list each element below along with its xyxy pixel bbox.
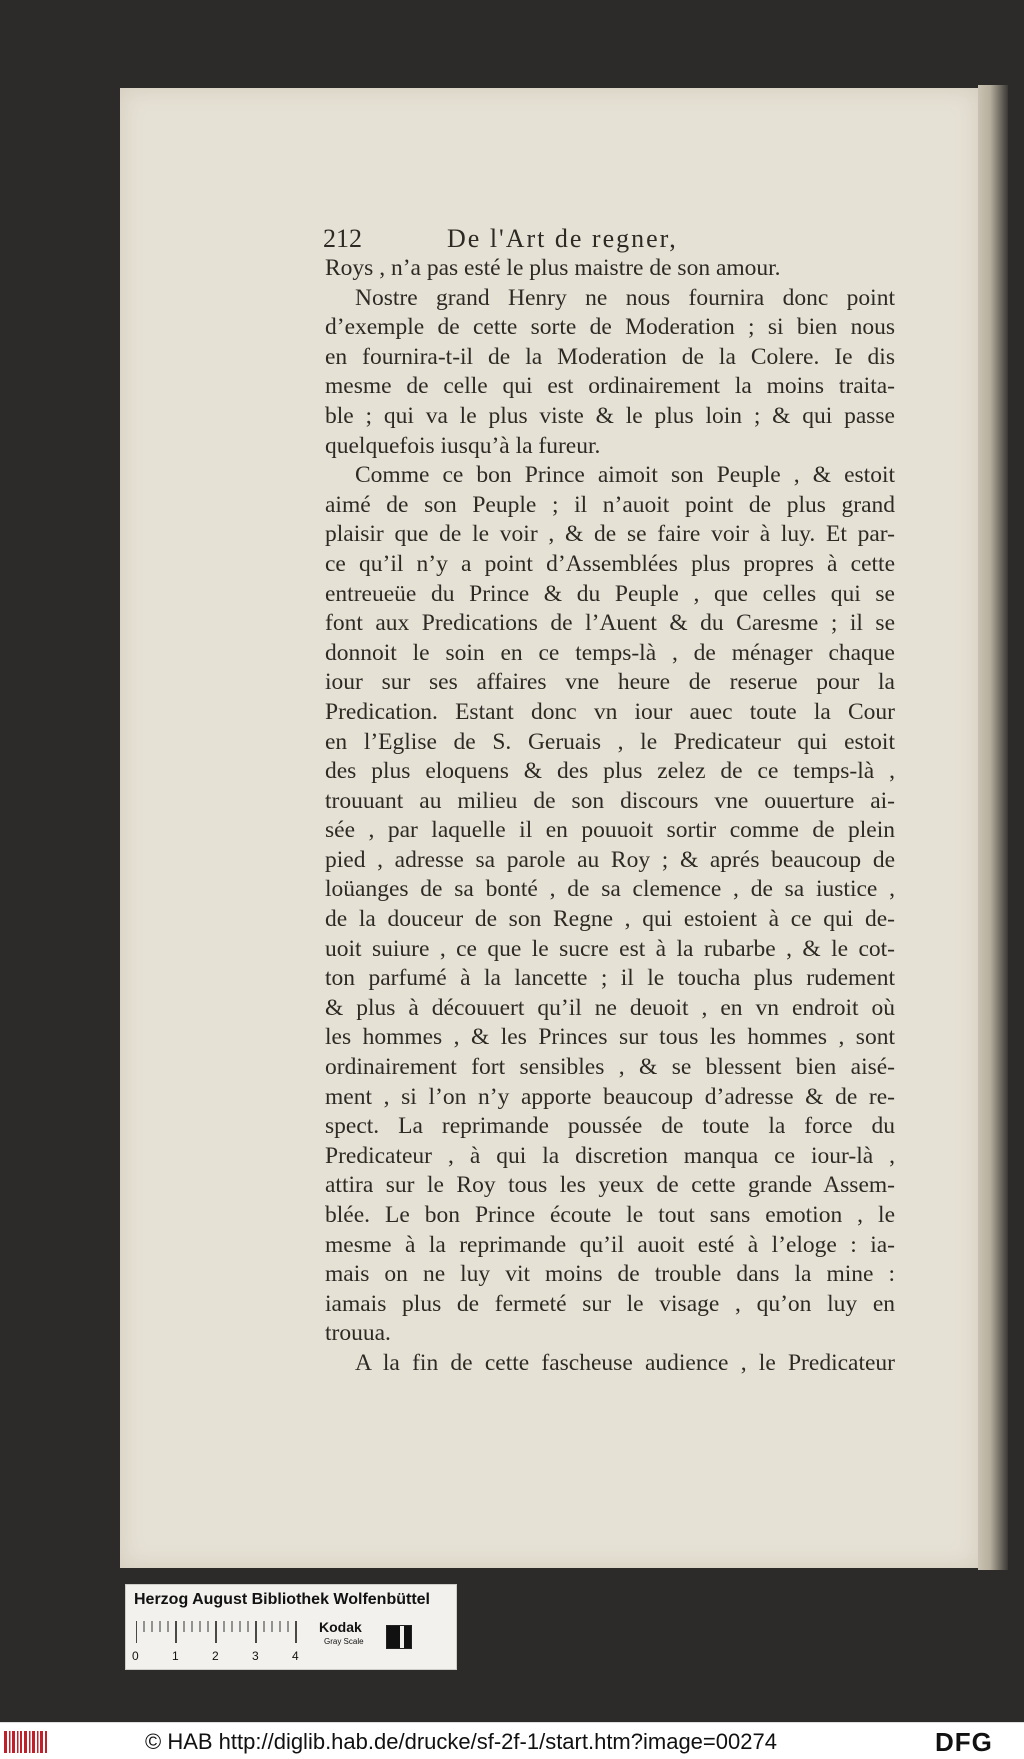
text-line: mesme de celle qui est ordinairement la moins traita- xyxy=(325,373,895,400)
text-line: en fournira-t-il de la Moderation de la Colere. Ie dis xyxy=(325,343,895,370)
text-line: iour sur ses affaires vne heure de reserue pour la xyxy=(325,669,895,696)
ruler-number: 1 xyxy=(172,1649,179,1663)
ruler-icon xyxy=(136,1621,306,1645)
library-name: Herzog August Bibliothek Wolfenbüttel xyxy=(134,1591,430,1608)
ruler-number: 2 xyxy=(212,1649,219,1663)
text-line: ce qu’il n’y a point d’Assemblées plus propres à cette xyxy=(325,550,895,577)
ruler-number: 0 xyxy=(132,1649,139,1663)
text-line: entreueüe du Prince & du Peuple , que celles qui se xyxy=(325,580,895,607)
text-line: d’exemple de cette sorte de Moderation ; si bien nous xyxy=(325,314,895,341)
text-line: loüanges de sa bonté , de sa clemence , de sa iustice , xyxy=(325,876,895,903)
text-line: iamais plus de fermeté sur le visage , qu’on luy en xyxy=(325,1290,895,1317)
gray-swatch-icon xyxy=(386,1625,412,1649)
ruler-number: 3 xyxy=(252,1649,259,1663)
text-line: pied , adresse sa parole au Roy ; & aprés beaucoup de xyxy=(325,846,895,873)
text-line: Comme ce bon Prince aimoit son Peuple , & estoit xyxy=(355,462,895,489)
text-line: spect. La reprimande poussée de toute la force du xyxy=(325,1113,895,1140)
text-line: A la fin de cette fascheuse audience , le Predicateur xyxy=(355,1349,895,1376)
text-line: de la douceur de son Regne , qui estoient à ce qui de- xyxy=(325,906,895,933)
footer-bar xyxy=(0,1722,1024,1759)
text-line: blée. Le bon Prince écoute le tout sans emotion , le xyxy=(325,1202,895,1228)
kodak-brand: Kodak xyxy=(319,1619,362,1635)
text-line: les hommes , & les Princes sur tous les hommes , sont xyxy=(325,1024,895,1051)
text-line: plaisir que de le voir , & de se faire voir à luy. Et par- xyxy=(325,521,895,548)
text-line: ble ; qui va le plus viste & le plus loin ; & qui passe xyxy=(325,402,895,429)
text-line: sée , par laquelle il en pouuoit sortir comme de plein xyxy=(325,817,895,844)
text-line: Nostre grand Henry ne nous fournira donc point xyxy=(355,284,895,311)
text-line: mais on ne luy vit moins de trouble dans la mine : xyxy=(325,1261,895,1288)
text-line: trouua. xyxy=(325,1320,391,1347)
page-number: 212 xyxy=(323,224,362,253)
color-calibration-card xyxy=(125,1584,457,1670)
text-line: quelquefois iusqu’à la fureur. xyxy=(325,432,601,459)
ruler-number: 4 xyxy=(292,1649,299,1663)
adjacent-page-edge xyxy=(978,85,1008,1570)
text-line: des plus eloquens & des plus zelez de ce temps-là , xyxy=(325,758,895,785)
running-head-title: De l'Art de regner, xyxy=(447,224,678,253)
text-line: attira sur le Roy tous les yeux de cette grande Assem- xyxy=(325,1172,895,1199)
text-line: en l’Eglise de S. Geruais , le Predicateur qui estoit xyxy=(325,728,895,755)
gray-scale-label: Gray Scale xyxy=(324,1637,364,1646)
page-text xyxy=(325,222,895,1379)
barcode-icon xyxy=(4,1729,48,1755)
text-body xyxy=(325,254,895,1379)
copyright-credit: © HAB http://diglib.hab.de/drucke/sf-2f-1/start.htm?image=00274 xyxy=(145,1729,777,1754)
text-line: ton parfumé à la lancette ; il le toucha plus rudement xyxy=(325,965,895,992)
text-line: Predication. Estant donc vn iour auec toute la Cour xyxy=(325,698,895,725)
text-line: aimé de son Peuple ; il n’auoit point de plus grand xyxy=(325,491,895,518)
text-line: trouuant au milieu de son discours vne ouuerture ai- xyxy=(325,787,895,814)
text-line: ment , si l’on n’y apporte beaucoup d’adresse & de re- xyxy=(325,1083,895,1110)
text-line: uoit suiure , ce que le sucre est à la rubarbe , & le cot- xyxy=(325,935,895,962)
text-line: & plus à découuert qu’il ne deuoit , en vn endroit où xyxy=(325,994,895,1021)
text-line: donnoit le soin en ce temps-là , de ménager chaque xyxy=(325,639,895,666)
text-line: Predicateur , à qui la discretion manqua ce iour-là , xyxy=(325,1142,895,1169)
text-line: Roys , n’a pas esté le plus maistre de son amour. xyxy=(325,255,781,281)
text-line: mesme à la reprimande qu’il auoit esté à l’eloge : ia- xyxy=(325,1231,895,1258)
text-line: font aux Predications de l’Auent & du Caresme ; il se xyxy=(325,610,895,637)
text-line: ordinairement fort sensibles , & se blessent bien aisé- xyxy=(325,1054,895,1081)
dfg-logo: DFG xyxy=(935,1727,993,1757)
